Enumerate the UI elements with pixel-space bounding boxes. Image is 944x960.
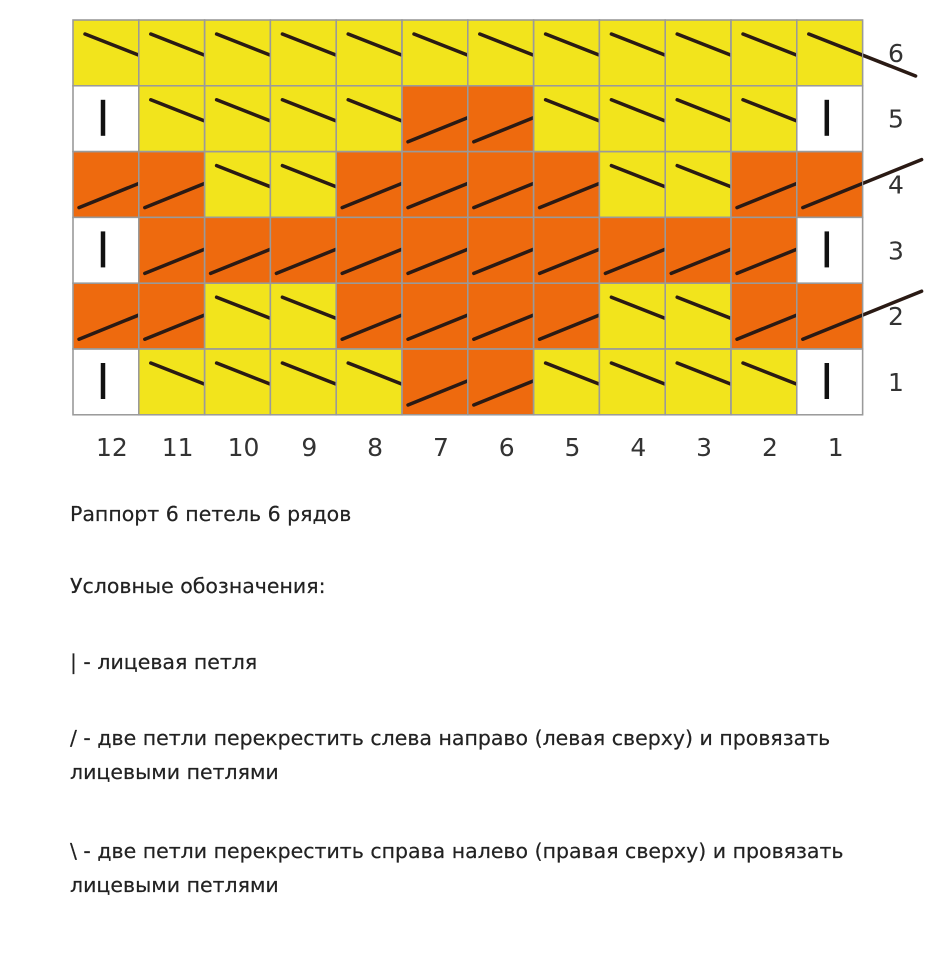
row-number-label: 5 xyxy=(888,104,904,134)
chart-cell xyxy=(797,349,863,415)
column-number-label: 2 xyxy=(761,433,778,462)
chart-cell xyxy=(797,217,863,283)
legend-cross-right-over: \ - две петли перекрестить справа налево (правая сверху) и провязать лицевыми петлями xyxy=(70,839,844,897)
legend-cross-left-over: / - две петли перекрестить слева направо (левая сверху) и провязать лицевыми петлями xyxy=(70,726,831,784)
legend-knit-stitch: | - лицевая петля xyxy=(70,650,258,674)
row-number-label: 6 xyxy=(888,38,904,68)
chart-cell xyxy=(73,86,139,152)
column-number-label: 6 xyxy=(498,433,515,462)
repeat-caption: Раппорт 6 петель 6 рядов xyxy=(70,502,352,526)
row-number-label: 2 xyxy=(888,302,904,332)
column-number-label: 5 xyxy=(564,433,581,462)
row-number-label: 4 xyxy=(888,170,904,200)
chart-cell xyxy=(797,86,863,152)
column-number-label: 3 xyxy=(696,433,713,462)
chart-cell xyxy=(73,217,139,283)
column-number-label: 4 xyxy=(630,433,647,462)
column-number-label: 11 xyxy=(161,433,194,462)
column-number-label: 12 xyxy=(95,433,128,462)
column-number-label: 1 xyxy=(827,433,844,462)
column-number-label: 7 xyxy=(432,433,449,462)
chart-cells xyxy=(73,20,922,415)
column-number-label: 10 xyxy=(227,433,260,462)
column-labels xyxy=(96,433,844,462)
row-number-label: 3 xyxy=(888,236,904,266)
column-number-label: 9 xyxy=(301,433,318,462)
chart-cell xyxy=(73,349,139,415)
row-labels xyxy=(888,39,904,397)
column-number-label: 8 xyxy=(367,433,384,462)
legend-title: Условные обозначения: xyxy=(70,574,326,598)
row-number-label: 1 xyxy=(888,367,904,397)
